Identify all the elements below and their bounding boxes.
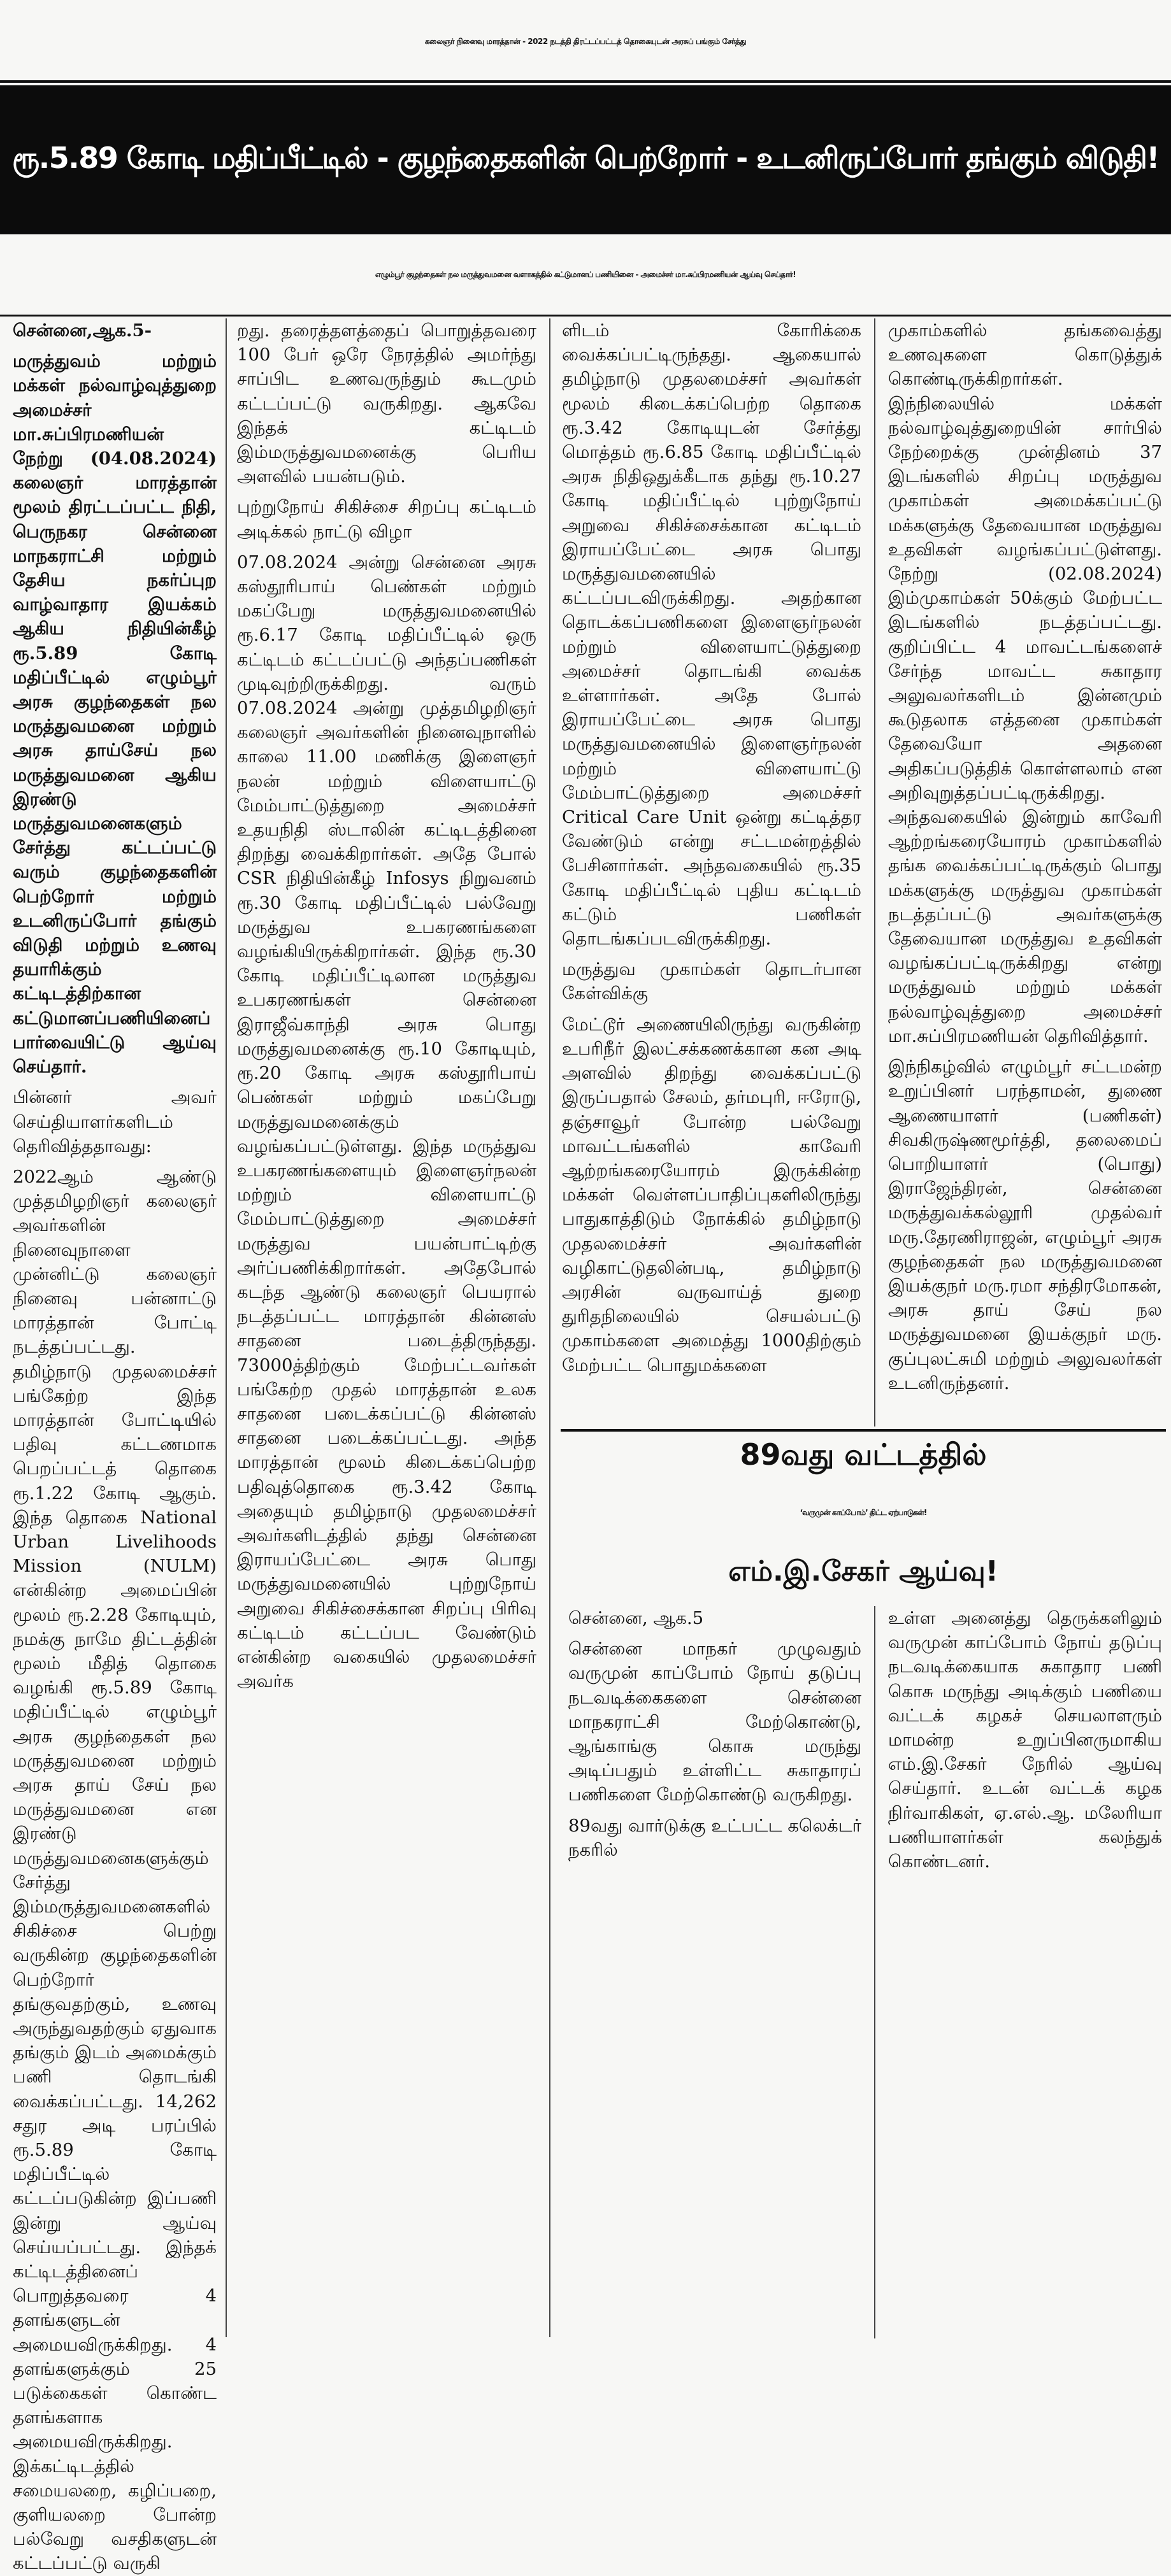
sidebar-top-rule [561, 1429, 1166, 1432]
column-divider [874, 1606, 875, 2338]
sidebar-column-2 [888, 1606, 1162, 2338]
column-divider [874, 318, 875, 1427]
column-divider [226, 318, 227, 2337]
headline: ரூ.5.89 கோடி மதிப்பீட்டில் - குழந்தைகளின் பெற்றோர் - உடனிருப்போர் தங்கும் விடுதி! [12, 140, 1159, 175]
article-paragraph: றது. தரைத்தளத்தைப் பொறுத்தவரை 100 பேர் ஒரே நேரத்தில் அமர்ந்து சாப்பிட உணவருந்தும் கூடமும் கட்டப்பட்டு வருகிறது. ஆகவே இந்தக் கட்டிடம் இம்மருத்துவமனைக்கு பெரிய அளவில் பயன்படும். [237, 320, 536, 487]
article-column-2 [237, 318, 536, 2337]
article-paragraph: 07.08.2024 அன்று சென்னை அரசு கஸ்தூரிபாய் பெண்கள் மற்றும் மகப்பேறு மருத்துவமனையில் ரூ.6.17 கோடி மதிப்பீட்டில் ஒரு கட்டிடம் கட்டப்பட்டு அந்தப்பணிகள் முடிவுற்றிருக்கிறது. வரும் 07.08.2024 அன்று முத்தமிழறிஞர் கலைஞர் அவர்களின் நினைவுநாளில் காலை 11.00 மணிக்கு இளைஞர் நலன் மற்றும் விளையாட்டு மேம்பாட்டுத்துறை அமைச்சர் உதயநிதி ஸ்டாலின் கட்டிடத்தினை திறந்து வைக்கிறார்கள். அதே போல் CSR நிதியின்கீழ் Infosys நிறுவனம் ரூ.30 கோடி மதிப்பீட்டில் பல்வேறு மருத்துவ உபகரணங்களை வழங்கியிருக்கிறார்கள். இந்த ரூ.30 கோடி மதிப்பீட்டிலான மருத்துவ உபகரணங்கள் சென்னை இராஜீவ்காந்தி அரசு பொது மருத்துவமனைக்கு ரூ.10 கோடியும், ரூ.20 கோடி அரசு கஸ்தூரிபாய் பெண்கள் மற்றும் மகப்பேறு மருத்துவமனைக்கும் வழங்கப்பட்டுள்ளது. இந்த மருத்துவ உபகரணங்களையும் இளைஞர்நலன் மற்றும் விளையாட்டு மேம்பாட்டுத்துறை அமைச்சர் மருத்துவ பயன்பாட்டிற்கு அர்ப்பணிக்கிறார்கள். அதேபோல் கடந்த ஆண்டு கலைஞர் பெயரால் நடத்தப்பட்ட மாரத்தான் கின்னஸ் சாதனை படைத்திருந்தது. 73000த்திற்கும் மேற்பட்டவர்கள் பங்கேற்ற முதல் மாரத்தான் உலக சாதனை படைக்கப்பட்டு கின்னஸ் சாதனை படைக்கப்பட்டது. அந்த மாரத்தான் மூலம் கிடைக்கப்பெற்ற பதிவுத்தொகை ரூ.3.42 கோடி அதையும் தமிழ்நாடு முதலமைச்சர் அவர்களிடத்தில் தந்து சென்னை இராயப்பேட்டை அரசு பொது மருத்துவமனையில் புற்றுநோய் அறுவை சிகிச்சைக்கான சிறப்பு பிரிவு கட்டிடம் கட்டப்பட வேண்டும் என்கின்ற வகையில் முதலமைச்சர் அவர்க [237, 551, 536, 1692]
kicker-line: கலைஞர் நினைவு மாரத்தான் - 2022 நடத்தி திரட்டப்பட்டத் தொகையுடன் அரசுப் பங்கும் சேர்த்து [424, 37, 747, 46]
section-subheading: மருத்துவ முகாம்கள் தொடர்பான கேள்விக்கு [562, 959, 861, 1004]
article-paragraph: 2022ஆம் ஆண்டு முத்தமிழறிஞர் கலைஞர் அவர்களின் நினைவுநாளை முன்னிட்டு கலைஞர் நினைவு பன்னாட்டு மாரத்தான் போட்டி நடத்தப்பட்டது. தமிழ்நாடு முதலமைச்சர் பங்கேற்ற இந்த மாரத்தான் போட்டியில் பதிவு கட்டணமாக பெறப்பட்டத் தொகை ரூ.1.22 கோடி ஆகும். இந்த தொகை National Urban Livelihoods Mission (NULM) என்கின்ற அமைப்பின் மூலம் ரூ.2.28 கோடியும், நமக்கு நாமே திட்டத்தின் மூலம் மீதித் தொகை வழங்கி ரூ.5.89 கோடி மதிப்பீட்டில் எழும்பூர் அரசு குழந்தைகள் நல மருத்துவமனை மற்றும் அரசு தாய் சேய் நல மருத்துவமனை என இரண்டு மருத்துவமனைகளுக்கும் சேர்த்து இம்மருத்துவமனைகளில் சிகிச்சை பெற்று வருகின்ற குழந்தைகளின் பெற்றோர் தங்குவதற்கும், உணவு அருந்துவதற்கும் ஏதுவாக தங்கும் இடம் அமைக்கும் பணி தொடங்கி வைக்கப்பட்டது. 14,262 சதுர அடி பரப்பில் ரூ.5.89 கோடி மதிப்பீட்டில் கட்டப்படுகின்ற இப்பணி இன்று ஆய்வு செய்யப்பட்டது. இந்தக் கட்டிடத்தினைப் பொறுத்தவரை 4 தளங்களுடன் அமையவிருக்கிறது. 4 தளங்களுக்கும் 25 படுக்கைகள் கொண்ட தளங்களாக அமையவிருக்கிறது. இக்கட்டிடத்தில் சமையலறை, கழிப்பறை, குளியலறை போன்ற பல்வேறு வசதிகளுடன் கட்டப்பட்டு வருகி [13, 1166, 217, 2574]
sidebar-kicker: 89வது வட்டத்தில் [740, 1437, 987, 1472]
subheadline: எழும்பூர் குழந்தைகள் நல மருத்துவமனை வளாகத்தில் கட்டுமானப் பணியினை - அமைச்சர் மா.சுப்பிரமணியன் ஆய்வு செய்தார்! [375, 270, 796, 279]
sidebar-dateline: சென்னை, ஆக.5 [568, 1608, 704, 1628]
article-paragraph: மேட்டூர் அணையிலிருந்து வருகின்ற உபரிநீர் இலட்சக்கணக்கான கன அடி அளவில் திறந்து வைக்கப்பட்டு இருப்பதால் சேலம், தர்மபுரி, ஈரோடு, தஞ்சாவூர் போன்ற பல்வேறு மாவட்டங்களில் காவேரி ஆற்றங்கரையோரம் இருக்கின்ற மக்கள் வெள்ளப்பாதிப்புகளிலிருந்து பாதுகாத்திடும் நோக்கில் தமிழ்நாடு முதலமைச்சர் அவர்களின் வழிகாட்டுதலின்படி, தமிழ்நாடு அரசின் வருவாய்த் துறை துரிதநிலையில் செயல்பட்டு முகாம்களை அமைத்து 1000திற்கும் மேற்பட்ட பொதுமக்களை [562, 1014, 861, 1376]
column-divider [549, 318, 550, 2337]
sidebar-headline: ‘வருமுன் காப்போம்’ திட்ட ஏற்பாடுகள்! [800, 1508, 927, 1517]
sidebar-subheadline: எம்.இ.சேகர் ஆய்வு! [728, 1555, 998, 1588]
headline-band [0, 85, 1171, 234]
section-subheading: புற்றுநோய் சிகிச்சை சிறப்பு கட்டிடம் அடிக்கல் நாட்டு விழா [237, 497, 536, 542]
article-column-4 [888, 318, 1162, 1427]
subhead-rule [0, 315, 1171, 317]
article-column-1 [13, 318, 217, 2574]
sidebar-paragraph: சென்னை மாநகர் முழுவதும் வருமுன் காப்போம் நோய் தடுப்பு நடவடிக்கைகளை சென்னை மாநகராட்சி மேற்கொண்டு, ஆங்காங்கு கொசு மருந்து அடிப்பதும் உள்ளிட்ட சுகாதாரப் பணிகளை மேற்கொண்டு வருகிறது. [568, 1639, 861, 1805]
sidebar-column-1 [568, 1606, 861, 2338]
article-paragraph: ளிடம் கோரிக்கை வைக்கப்பட்டிருந்தது. ஆகையால் தமிழ்நாடு முதலமைச்சர் அவர்கள் மூலம் கிடைக்கப்பெற்ற தொகை ரூ.3.42 கோடியுடன் சேர்த்து மொத்தம் ரூ.6.85 கோடி மதிப்பீட்டில் அரசு நிதிஒதுக்கீடாக தந்து ரூ.10.27 கோடி மதிப்பீட்டில் புற்றுநோய் அறுவை சிகிச்சைக்கான கட்டிடம் இராயப்பேட்டை அரசு பொது மருத்துவமனையில் கட்டப்படவிருக்கிறது. அதற்கான தொடக்கப்பணிகளை இளைஞர்நலன் மற்றும் விளையாட்டுத்துறை அமைச்சர் தொடங்கி வைக்க உள்ளார்கள். அதே போல் இராயப்பேட்டை அரசு பொது மருத்துவமனையில் இளைஞர்நலன் மற்றும் விளையாட்டு மேம்பாட்டுத்துறை அமைச்சர் Critical Care Unit ஒன்று கட்டித்தர வேண்டும் என்று சட்டமன்றத்தில் பேசினார்கள். அந்தவகையில் ரூ.35 கோடி மதிப்பீட்டில் புதிய கட்டிடம் கட்டும் பணிகள் தொடங்கப்படவிருக்கிறது. [562, 320, 861, 950]
dateline: சென்னை,ஆக.5- [13, 320, 152, 341]
article-paragraph: இந்நிகழ்வில் எழும்பூர் சட்டமன்ற உறுப்பினர் பரந்தாமன், துணை ஆணையாளர் (பணிகள்) சிவகிருஷ்ணமூர்த்தி, தலைமைப் பொறியாளர் (பொது) இராஜேந்திரன், சென்னை மருத்துவக்கல்லூரி முதல்வர் மரு.தேரணிராஜன், எழும்பூர் அரசு குழந்தைகள் நல மருத்துவமனை இயக்குநர் மரு.ரமா சந்திரமோகன், அரசு தாய் சேய் நல மருத்துவமனை இயக்குநர் மரு. குப்புலட்சுமி மற்றும் அலுவலர்கள் உடனிருந்தனர். [888, 1057, 1162, 1393]
article-paragraph: முகாம்களில் தங்கவைத்து உணவுகளை கொடுத்துக் கொண்டிருக்கிறார்கள். இந்நிலையில் மக்கள் நல்வாழ்வுத்துறையின் சார்பில் நேற்றைக்கு முன்தினம் 37 இடங்களில் சிறப்பு மருத்துவ முகாம்கள் அமைக்கப்பட்டு மக்களுக்கு தேவையான மருத்துவ உதவிகள் வழங்கப்பட்டுள்ளது. நேற்று (02.08.2024) இம்முகாம்கள் 50க்கும் மேற்பட்ட இடங்களில் நடத்தப்பட்டது. குறிப்பிட்ட 4 மாவட்டங்களைச் சேர்ந்த மாவட்ட சுகாதார அலுவலர்களிடம் இன்னமும் கூடுதலாக எத்தனை முகாம்கள் தேவையோ அதனை அதிகப்படுத்திக் கொள்ளலாம் என அறிவுறுத்தப்பட்டிருக்கிறது. அந்தவகையில் இன்றும் காவேரி ஆற்றங்கரையோரம் முகாம்களில் தங்க வைக்கப்பட்டிருக்கும் பொது மக்களுக்கு மருத்துவ முகாம்கள் நடத்தப்பட்டு அவர்களுக்கு தேவையான மருத்துவ உதவிகள் வழங்கப்பட்டிருக்கிறது என்று மருத்துவம் மற்றும் மக்கள் நல்வாழ்வுத்துறை அமைச்சர் மா.சுப்பிரமணியன் தெரிவித்தார். [888, 320, 1162, 1046]
article-column-3 [562, 318, 861, 1427]
sidebar-paragraph: உள்ள அனைத்து தெருக்களிலும் வருமுன் காப்போம் நோய் தடுப்பு நடவடிக்கையாக சுகாதார பணி கொசு மருந்து அடிக்கும் பணியை வட்டக் கழகச் செயலாளரும் மாமன்ற உறுப்பினருமாகிய எம்.இ.சேகர் நேரில் ஆய்வு செய்தார். உடன் வட்டக் கழக நிர்வாகிகள், ஏ.எல்.ஆ. மலேரியா பணியாளர்கள் கலந்துக் கொண்டனர். [888, 1608, 1162, 1872]
sidebar-paragraph: 89வது வார்டுக்கு உட்பட்ட கலெக்டர் நகரில் [568, 1815, 861, 1860]
top-rule [0, 80, 1171, 83]
article-paragraph: பின்னர் அவர் செய்தியாளர்களிடம் தெரிவித்ததாவது: [13, 1087, 217, 1156]
article-lead: மருத்துவம் மற்றும் மக்கள் நல்வாழ்வுத்துறை அமைச்சர் மா.சுப்பிரமணியன் நேற்று (04.08.2024) கலைஞர் மாரத்தான் மூலம் திரட்டப்பட்ட நிதி, பெருநகர சென்னை மாநகராட்சி மற்றும் தேசிய நகர்ப்புற வாழ்வாதார இயக்கம் ஆகிய நிதியின்கீழ் ரூ.5.89 கோடி மதிப்பீட்டில் எழும்பூர் அரசு குழந்தைகள் நல மருத்துவமனை மற்றும் அரசு தாய்சேய் நல மருத்துவமனை ஆகிய இரண்டு மருத்துவமனைகளும் சேர்த்து கட்டப்பட்டு வரும் குழந்தைகளின் பெற்றோர் மற்றும் உடனிருப்போர் தங்கும் விடுதி மற்றும் உணவு தயாரிக்கும் கட்டிடத்திற்கான கட்டுமானப்பணியினைப் பார்வையிட்டு ஆய்வு செய்தார். [13, 351, 217, 1078]
